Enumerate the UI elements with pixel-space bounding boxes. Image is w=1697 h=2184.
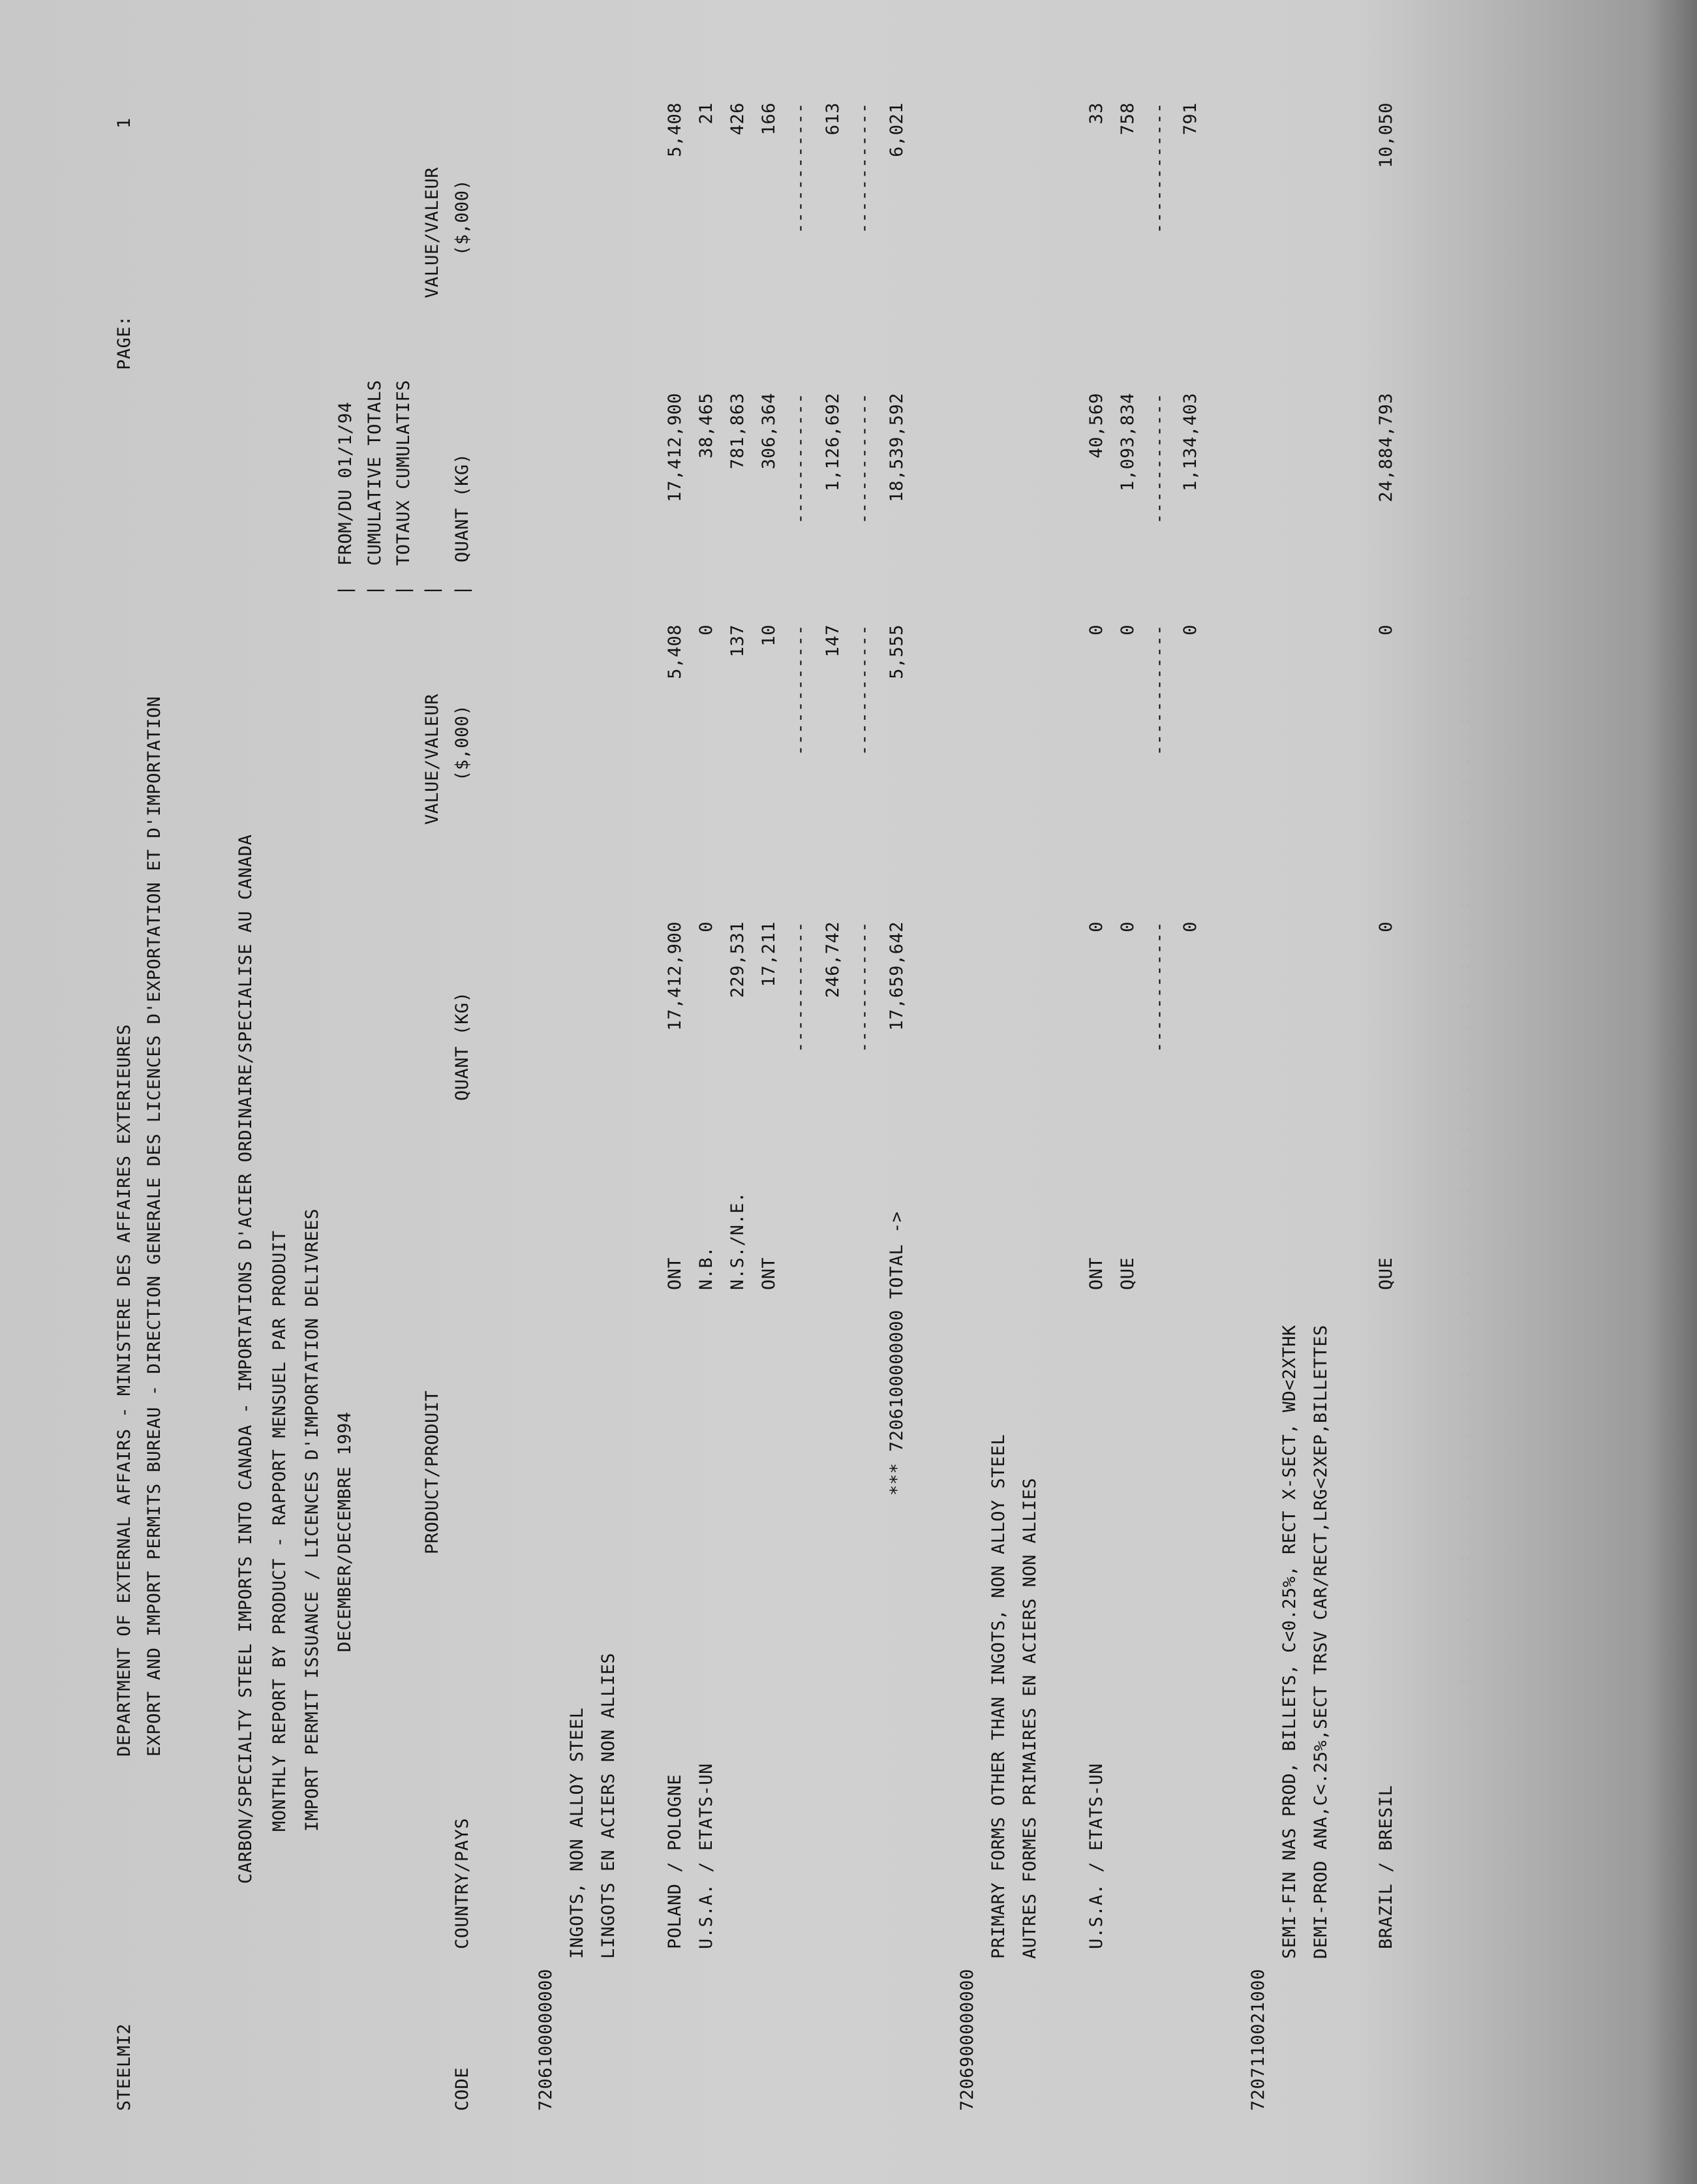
cum-value: 426	[727, 102, 748, 136]
dash-rule: ------------	[854, 393, 874, 525]
product-desc-en: SEMI-FIN NAS PROD, BILLETS, C<0.25%, RECT X-SECT, WD<2XTHK	[1279, 1325, 1300, 1959]
dept-line-1: DEPARTMENT OF EXTERNAL AFFAIRS - MINISTERE DES AFFAIRES EXTERIEURES	[114, 1024, 134, 1757]
dept-line-2: EXPORT AND IMPORT PERMITS BUREAU - DIRECTION GENERALE DES LICENCES D'EXPORTATION ET D'IMPORTATION	[144, 696, 164, 1757]
quant: 0	[696, 921, 716, 932]
quant: 17,211	[759, 921, 779, 987]
product-desc-fr: LINGOTS EN ACIERS NON ALLIES	[598, 1652, 619, 1959]
cum-quant: 17,412,900	[665, 393, 685, 502]
country: U.S.A. / ETATS-UN	[696, 1763, 716, 1949]
subtotal-quant: 246,742	[823, 921, 843, 998]
product-code: 7207110021000	[1248, 1969, 1268, 2111]
cum-value: 758	[1118, 102, 1138, 136]
bleed-through-text: : : : : : : : : : : : : : : : : : : : : : : : : : : : : : : : : : : : : : : : : : : : : : : : : : : : : : : :	[1507, 613, 1527, 1727]
province: ONT	[665, 1257, 685, 1290]
dash-rule: ------------	[790, 921, 810, 1053]
column-header-country: COUNTRY/PAYS	[452, 1817, 472, 1949]
quant: 0	[1086, 921, 1107, 932]
cum-value: 5,408	[665, 102, 685, 157]
province: ONT	[1086, 1257, 1107, 1290]
product-desc-en: INGOTS, NON ALLOY STEEL	[567, 1707, 587, 1959]
title-line-4: DECEMBER/DECEMBRE 1994	[335, 1411, 355, 1652]
country: BRAZIL / BRESIL	[1376, 1785, 1396, 1949]
dash-rule: ------------	[854, 921, 874, 1053]
title-line-3: IMPORT PERMIT ISSUANCE / LICENCES D'IMPORTATION DELIVREES	[302, 1208, 322, 1832]
column-header-cum-value: VALUE/VALEUR	[422, 166, 442, 298]
column-header-quant: QUANT (KG)	[452, 991, 472, 1101]
cum-quant: 306,364	[759, 393, 779, 470]
page-label: PAGE:	[114, 315, 134, 370]
column-header-cum-quant: QUANT (KG)	[452, 453, 472, 562]
dash-rule: ------------	[1149, 393, 1169, 525]
cum-value: 21	[696, 102, 716, 125]
page-number: 1	[114, 117, 134, 129]
column-header-cum-value-unit: ($,000)	[452, 179, 472, 256]
subtotal-value: 0	[1180, 624, 1200, 636]
country: POLAND / POLOGNE	[665, 1774, 685, 1949]
column-divider: |	[335, 585, 356, 596]
total-cum-value: 6,021	[887, 102, 907, 157]
province: QUE	[1376, 1257, 1396, 1290]
subtotal-cum-value: 613	[823, 102, 843, 136]
subtotal-cum-quant: 1,134,403	[1180, 393, 1200, 491]
dash-rule: ------------	[854, 624, 874, 756]
subtotal-cum-value: 791	[1180, 102, 1200, 136]
column-header-value-unit: ($,000)	[452, 704, 472, 781]
cum-quant: 38,465	[696, 393, 716, 459]
bleed-through-text: : : : : : : : : : : : : : : : : : : : : : : : : : : : : : : : : : : : : : : : : : : : : : : : : : : : : : : : :	[1455, 593, 1475, 1727]
dash-rule: ------------	[1149, 102, 1169, 234]
dash-rule: ------------	[854, 102, 874, 234]
quant: 0	[1376, 921, 1396, 932]
subtotal-quant: 0	[1180, 921, 1200, 932]
dash-rule: ------------	[1149, 921, 1169, 1053]
dash-rule: ------------	[790, 102, 810, 234]
column-header-product: PRODUCT/PRODUIT	[422, 1390, 442, 1554]
value: 0	[1086, 624, 1107, 636]
total-quant: 17,659,642	[887, 921, 907, 1031]
column-divider: |	[422, 585, 442, 596]
value: 137	[727, 624, 748, 658]
total-cum-quant: 18,539,592	[887, 393, 907, 502]
quant: 0	[1118, 921, 1138, 932]
subtotal-value: 147	[823, 624, 843, 658]
value: 5,408	[665, 624, 685, 679]
country: U.S.A. / ETATS-UN	[1086, 1763, 1107, 1949]
quant: 229,531	[727, 921, 748, 998]
cum-quant: 24,884,793	[1376, 393, 1396, 502]
value: 10	[759, 624, 779, 647]
title-line-2: MONTHLY REPORT BY PRODUCT - RAPPORT MENSUEL PAR PRODUIT	[269, 1230, 290, 1832]
quant: 17,412,900	[665, 921, 685, 1031]
column-divider: |	[365, 585, 385, 596]
column-divider: |	[452, 585, 472, 596]
province: ONT	[759, 1257, 779, 1290]
cum-value: 33	[1086, 102, 1107, 125]
column-header-value: VALUE/VALEUR	[422, 693, 442, 825]
cum-quant: 40,569	[1086, 393, 1107, 459]
product-code: 7206900000000	[957, 1969, 977, 2111]
cum-quant: 1,093,834	[1118, 393, 1138, 491]
product-desc-fr: DEMI-PROD ANA,C<.25%,SECT TRSV CAR/RECT,LRG<2XEP,BILLETTES	[1311, 1325, 1331, 1959]
dash-rule: ------------	[790, 393, 810, 525]
product-code: 7206100000000	[536, 1969, 556, 2111]
dash-rule: ------------	[1149, 624, 1169, 756]
cumulative-from: FROM/DU 01/1/94	[335, 401, 356, 566]
column-divider: |	[393, 585, 414, 596]
value: 0	[1118, 624, 1138, 636]
dash-rule: ------------	[790, 624, 810, 756]
subtotal-cum-quant: 1,126,692	[823, 393, 843, 491]
province: N.B.	[696, 1246, 716, 1290]
total-label: *** 7206100000000 TOTAL ->	[887, 1211, 907, 1496]
product-desc-en: PRIMARY FORMS OTHER THAN INGOTS, NON ALLOY STEEL	[988, 1434, 1009, 1959]
cum-quant: 781,863	[727, 393, 748, 470]
cumulative-totals-fr: TOTAUX CUMULATIFS	[393, 380, 414, 566]
cum-value: 10,050	[1376, 102, 1396, 168]
product-desc-fr: AUTRES FORMES PRIMAIRES EN ACIERS NON ALLIES	[1020, 1477, 1040, 1959]
report-id: STEELMI2	[114, 2023, 134, 2111]
title-line-1: CARBON/SPECIALTY STEEL IMPORTS INTO CANADA - IMPORTATIONS D'ACIER ORDINAIRE/SPECIALISE AU CANADA	[236, 834, 256, 1884]
value: 0	[696, 624, 716, 636]
province: N.S./N.E.	[727, 1192, 748, 1290]
province: QUE	[1118, 1257, 1138, 1290]
cumulative-totals-en: CUMULATIVE TOTALS	[365, 380, 385, 566]
column-header-code: CODE	[452, 2067, 472, 2111]
cum-value: 166	[759, 102, 779, 136]
value: 0	[1376, 624, 1396, 636]
total-value: 5,555	[887, 624, 907, 679]
